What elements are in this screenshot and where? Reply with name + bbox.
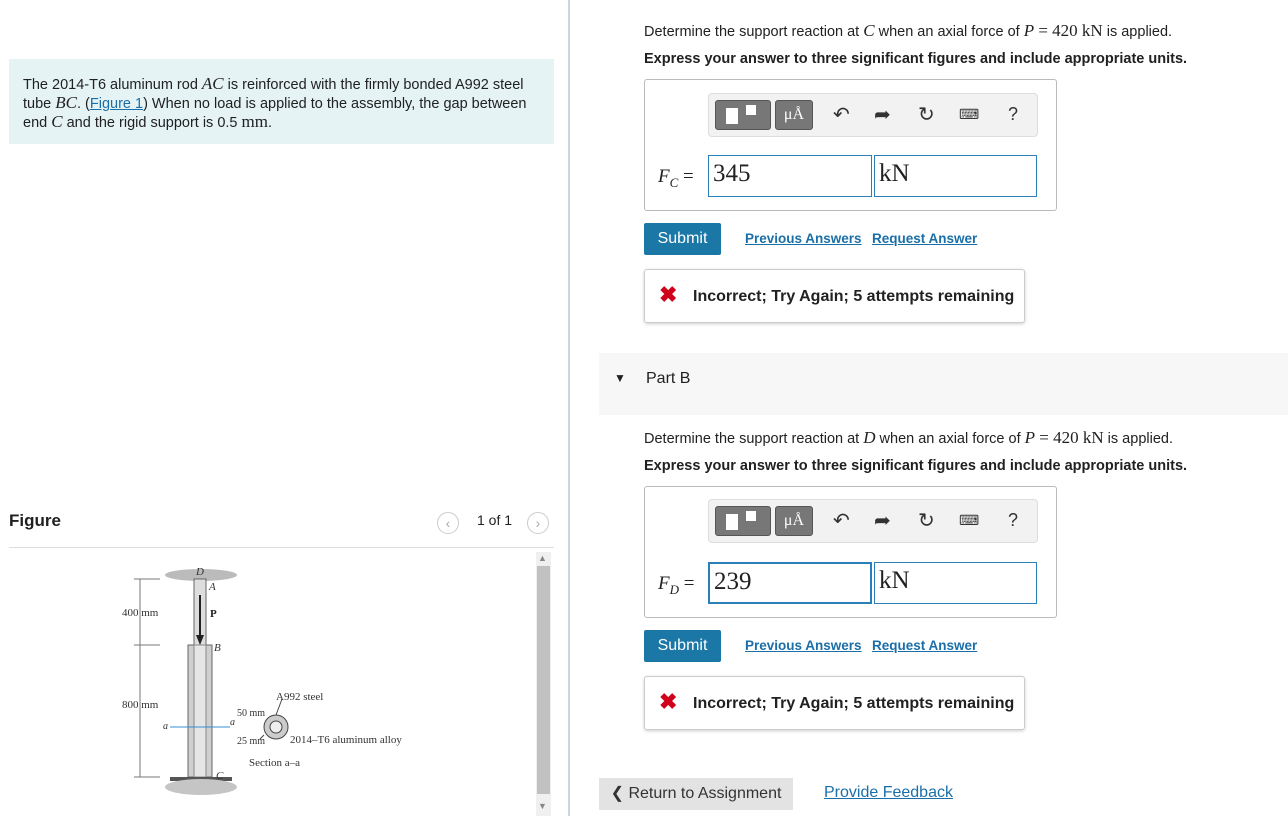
problem-text: . (: [76, 96, 90, 112]
undo-icon[interactable]: ↶: [833, 104, 850, 126]
label-alloy: 2014–T6 aluminum alloy: [290, 734, 402, 746]
figure-title: Figure: [9, 511, 61, 530]
keyboard-icon[interactable]: ⌨: [959, 106, 980, 122]
label-a-right: a: [230, 717, 235, 728]
templates-button[interactable]: [715, 100, 771, 130]
undo-icon[interactable]: ↶: [833, 510, 850, 532]
reset-icon[interactable]: ↻: [918, 510, 935, 532]
part-b-instruction: Express your answer to three significant figures and include appropriate units.: [644, 458, 1188, 474]
part-a-request-answer-link[interactable]: Request Answer: [872, 231, 978, 246]
part-b-question: Determine the support reaction at D when an axial force of P = 420 kN is applied.: [644, 428, 1173, 447]
part-b-title: Part B: [646, 370, 691, 387]
label-b: B: [214, 642, 221, 654]
label-d: D: [196, 566, 204, 578]
label-25mm: 25 mm: [237, 736, 266, 747]
dim-400: 400 mm: [122, 607, 159, 619]
part-a-label: $F_C$ =: [658, 166, 694, 190]
part-b-unit-input[interactable]: kN: [874, 562, 1037, 604]
var-ac: AC: [201, 74, 224, 93]
scroll-down-icon[interactable]: ▼: [538, 801, 547, 811]
part-b-submit-button[interactable]: Submit: [644, 630, 721, 662]
return-label: Return to Assignment: [628, 785, 782, 802]
help-icon[interactable]: ?: [1008, 510, 1019, 530]
problem-text: ) When no load is applied to the assembly, the gap between end: [23, 96, 527, 131]
collapse-triangle-icon[interactable]: ▼: [614, 371, 626, 385]
dim-800: 800 mm: [122, 699, 159, 711]
label-steel: A992 steel: [276, 691, 324, 703]
part-a-feedback: [644, 269, 1025, 323]
keyboard-icon[interactable]: ⌨: [959, 512, 980, 528]
part-a-instruction: Express your answer to three significant figures and include appropriate units.: [644, 51, 1188, 67]
figure-scroll-thumb[interactable]: [537, 566, 550, 794]
problem-text: The 2014-T6 aluminum rod: [23, 77, 202, 93]
part-a-submit-button[interactable]: Submit: [644, 223, 721, 255]
template-icon: [726, 108, 738, 124]
redo-icon[interactable]: ➦: [874, 104, 891, 126]
part-a-value-input[interactable]: 345: [708, 155, 872, 197]
error-icon: ✖: [659, 689, 678, 714]
units-button[interactable]: μÅ: [775, 506, 813, 536]
problem-statement: [9, 59, 554, 144]
label-p: P: [210, 608, 217, 620]
chevron-left-icon: ❮: [610, 785, 624, 802]
part-a-unit-input[interactable]: kN: [874, 155, 1037, 197]
provide-feedback-link[interactable]: Provide Feedback: [824, 784, 953, 801]
error-icon: ✖: [659, 282, 678, 307]
label-section: Section a–a: [249, 757, 301, 769]
template-icon-part: [746, 511, 756, 521]
part-a-toolbar: [708, 93, 1038, 137]
part-b-header[interactable]: [599, 353, 1288, 415]
label-a: A: [209, 581, 216, 593]
help-icon[interactable]: ?: [1008, 104, 1019, 124]
var-c: C: [51, 112, 63, 131]
figure-diagram: [100, 555, 440, 805]
problem-text: is reinforced with the firmly bonded A992 steel tube: [23, 77, 524, 112]
label-50mm: 50 mm: [237, 708, 266, 719]
part-b-feedback-text: Incorrect; Try Again; 5 attempts remaining: [693, 695, 1015, 712]
template-icon: [726, 514, 738, 530]
unit-mm: mm: [241, 112, 268, 131]
figure-prev-button[interactable]: ‹: [437, 512, 459, 534]
rod-inner: [194, 645, 206, 777]
bottom-ground: [165, 779, 237, 795]
part-a-feedback-text: Incorrect; Try Again; 5 attempts remaining: [693, 288, 1015, 305]
figure-divider: [9, 547, 554, 548]
scroll-up-icon[interactable]: ▲: [538, 553, 547, 563]
part-b-request-answer-link[interactable]: Request Answer: [872, 638, 978, 653]
figure-link[interactable]: Figure 1: [89, 96, 144, 112]
template-icon-part: [746, 105, 756, 115]
part-a-question: Determine the support reaction at C when an axial force of P = 420 kN is applied.: [644, 21, 1173, 40]
label-a-left: a: [163, 721, 168, 732]
problem-text: .: [267, 115, 273, 131]
figure-next-button[interactable]: ›: [527, 512, 549, 534]
section-inner: [270, 721, 282, 733]
part-b-value-input[interactable]: 239: [708, 562, 872, 604]
var-bc: BC: [55, 93, 77, 112]
return-to-assignment-button[interactable]: [599, 778, 793, 810]
problem-text: and the rigid support is 0.5: [62, 115, 242, 131]
part-b-feedback: [644, 676, 1025, 730]
figure-pager: 1 of 1: [477, 512, 513, 528]
part-b-label: $F_D$ =: [658, 573, 695, 597]
part-b-toolbar: [708, 499, 1038, 543]
part-a-previous-answers-link[interactable]: Previous Answers: [745, 231, 862, 246]
reset-icon[interactable]: ↻: [918, 104, 935, 126]
pane-divider[interactable]: [568, 0, 570, 816]
part-b-previous-answers-link[interactable]: Previous Answers: [745, 638, 862, 653]
redo-icon[interactable]: ➦: [874, 510, 891, 532]
templates-button[interactable]: [715, 506, 771, 536]
units-button[interactable]: μÅ: [775, 100, 813, 130]
label-c: C: [216, 770, 224, 782]
